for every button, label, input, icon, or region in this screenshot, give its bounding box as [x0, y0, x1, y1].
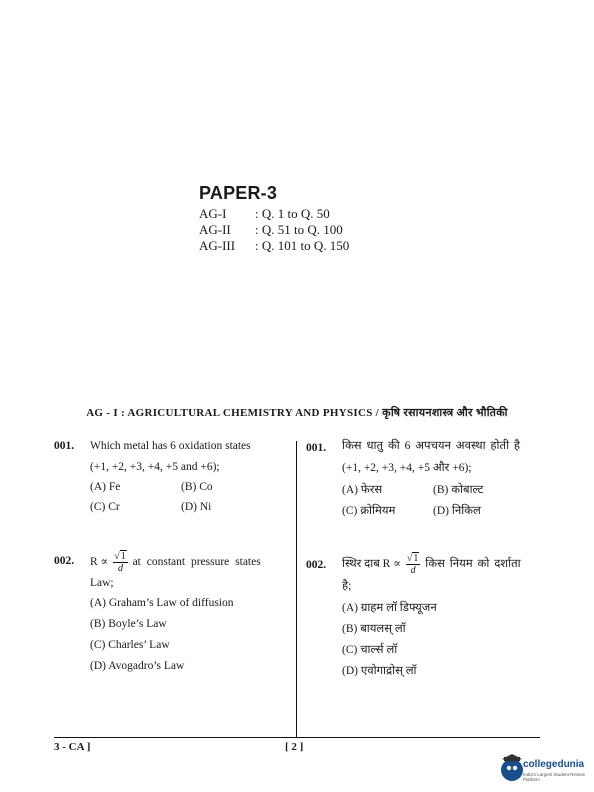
question-number: 001.: [306, 442, 327, 454]
option-c: (C) चार्ल्स लॉ: [342, 644, 398, 656]
fraction: $\frac{√1}{d}$: [406, 553, 419, 576]
schedule-range: : Q. 51 to Q. 100: [255, 222, 343, 237]
option-c: (C) Cr: [90, 501, 120, 513]
schedule-row-ag2: [199, 222, 343, 238]
schedule-code: AG-III: [199, 238, 236, 253]
option-d: (D) एवोगाद्रोस् लॉ: [342, 665, 417, 677]
fraction: $\frac{√1}{d}$: [114, 551, 126, 574]
logo-mascot-icon: [501, 759, 523, 781]
option-a: (A) Fe: [90, 481, 121, 493]
option-b: (B) Co: [181, 481, 213, 493]
schedule-code: AG-I: [199, 206, 227, 221]
schedule-range: : Q. 101 to Q. 150: [255, 238, 350, 253]
logo-wordmark: collegedunia: [523, 759, 585, 770]
formula-suffix: at constant pressure states: [132, 556, 261, 569]
column-divider: [296, 441, 297, 737]
question-text-line2: (+1, +2, +3, +4, +5 and +6);: [90, 461, 220, 473]
question-text-line1: Which metal has 6 oxidation states: [90, 440, 251, 452]
fraction-denominator: d: [117, 563, 123, 574]
schedule-row-ag1: [199, 206, 330, 222]
option-d: (D) Avogadro’s Law: [90, 660, 185, 672]
question-number: 002.: [306, 559, 327, 571]
logo-tagline: India's Largest Student Review Platform: [523, 772, 585, 782]
fraction-denominator: d: [410, 565, 416, 576]
footer-rule: [54, 737, 540, 738]
footer-code: 3 - CA ]: [54, 741, 91, 753]
question-text-line2: Law;: [90, 577, 114, 589]
option-a: (A) ग्राहम लॉ डिफ्यूजन: [342, 602, 437, 614]
schedule-code: AG-II: [199, 222, 231, 237]
option-b: (B) बायलस् लॉ: [342, 623, 406, 635]
question-text-line2: (+1, +2, +3, +4, +5 और +6);: [342, 462, 472, 474]
collegedunia-logo: [500, 752, 590, 788]
question-text-line1: [342, 553, 542, 576]
page-number: [ 2 ]: [285, 741, 304, 753]
question-text-line1: किस धातु की 6 अपचयन अवस्था होती है: [342, 440, 521, 452]
schedule-row-ag3: [199, 238, 349, 254]
question-number: 002.: [54, 555, 75, 567]
section-heading: AG - I : AGRICULTURAL CHEMISTRY AND PHYSICS / कृषि रसायनशास्त्र और भौतिकी: [86, 407, 508, 419]
formula-prefix: स्थिर दाब R ∝: [342, 558, 402, 571]
formula-prefix: R ∝: [90, 556, 109, 569]
option-c: (C) क्रोमियम: [342, 505, 396, 517]
option-d: (D) Ni: [181, 501, 212, 513]
paper-title: PAPER-3: [199, 183, 278, 203]
fraction-numerator: 1: [413, 553, 419, 564]
question-text-line1: [90, 551, 290, 574]
formula-suffix: किस नियम को दर्शाता: [425, 558, 521, 571]
question-number: 001.: [54, 440, 75, 452]
option-b: (B) Boyle’s Law: [90, 618, 167, 630]
option-a: (A) Graham’s Law of diffusion: [90, 597, 234, 609]
question-text-line2: है;: [342, 580, 352, 592]
fraction-numerator: 1: [120, 551, 126, 562]
option-c: (C) Charles’ Law: [90, 639, 170, 651]
option-d: (D) निकिल: [433, 505, 481, 517]
option-a: (A) फेरस: [342, 484, 383, 496]
option-b: (B) कोबाल्ट: [433, 484, 484, 496]
schedule-range: : Q. 1 to Q. 50: [255, 206, 330, 221]
